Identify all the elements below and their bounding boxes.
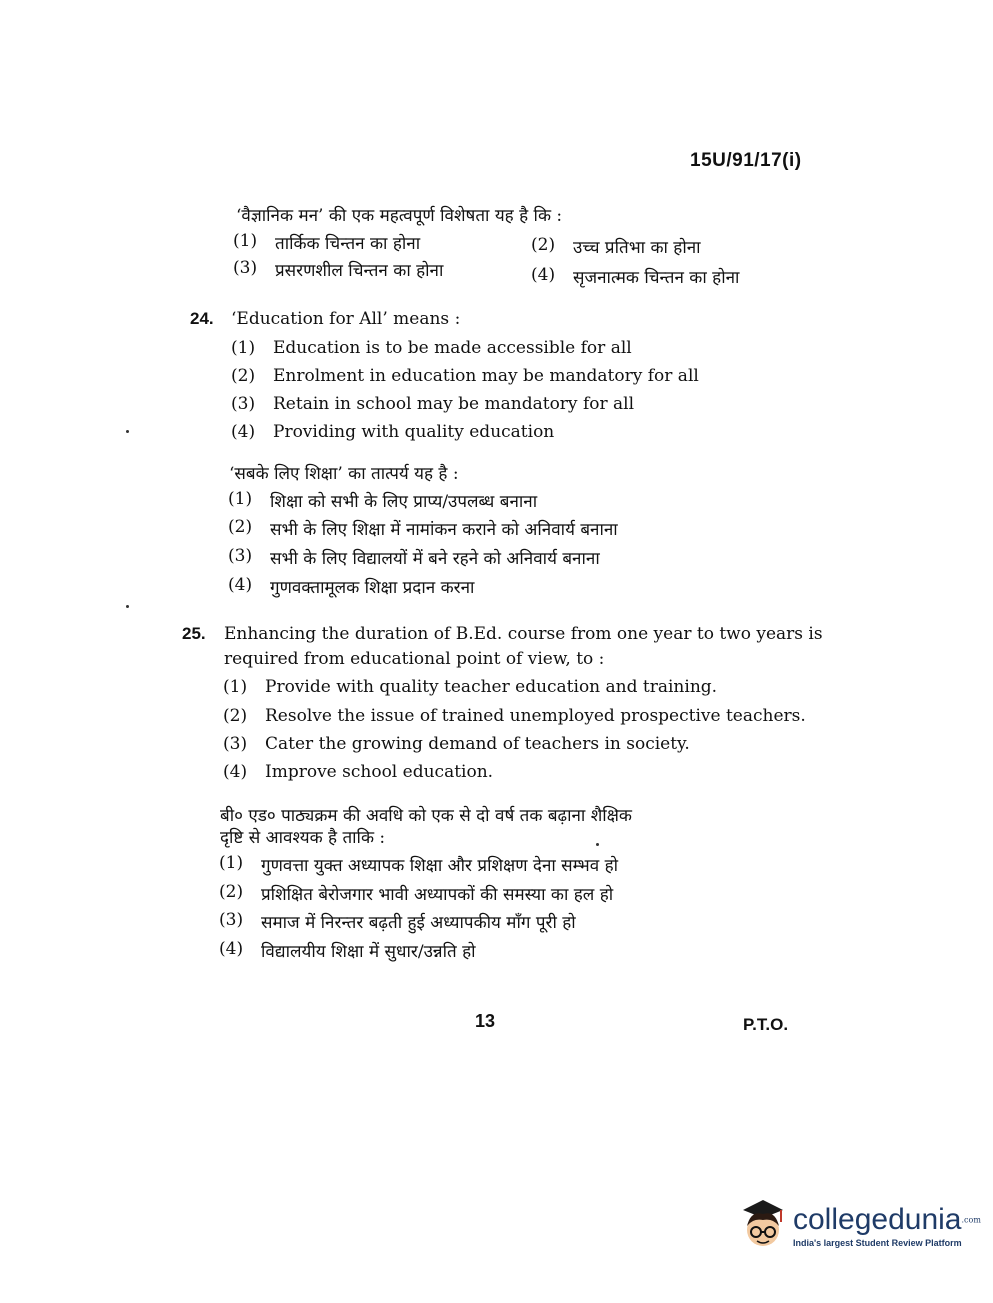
option-text: शिक्षा को सभी के लिए प्राप्य/उपलब्ध बनाना [270, 492, 538, 512]
option-text: गुणवक्तामूलक शिक्षा प्रदान करना [270, 578, 475, 598]
option-text: सभी के लिए शिक्षा में नामांकन कराने को अनिवार्य बनाना [270, 520, 618, 540]
option-number: (2) [531, 235, 556, 255]
q24-question-en: ‘Education for All’ means : [231, 309, 461, 329]
q23-option-3 [233, 258, 443, 281]
q23-option-1 [233, 231, 420, 254]
option-text: Retain in school may be mandatory for all [273, 394, 635, 414]
option-text: गुणवत्ता युक्त अध्यापक शिक्षा और प्रशिक्षण देना सम्भव हो [261, 856, 619, 876]
q24-option-en-2 [231, 366, 699, 386]
option-text: Resolve the issue of trained unemployed prospective teachers. [265, 706, 806, 726]
option-number: (1) [231, 338, 256, 358]
pto-label: P.T.O. [743, 1015, 789, 1034]
option-text: Provide with quality teacher education and training. [265, 677, 718, 697]
q25-option-hi-2 [219, 882, 613, 905]
option-number: (2) [219, 882, 244, 902]
option-text: विद्यालयीय शिक्षा में सुधार/उन्नति हो [261, 942, 476, 962]
q25-question-hi-line1: बी० एड० पाठ्यक्रम की अवधि को एक से दो वर्ष तक बढ़ाना शैक्षिक [220, 806, 632, 826]
q25-question-hi-line2: दृष्टि से आवश्यक है ताकि : [220, 828, 386, 848]
option-number: (2) [228, 517, 253, 537]
option-number: (4) [219, 939, 244, 959]
option-number: (3) [219, 910, 244, 930]
q24-option-en-1 [231, 338, 632, 358]
option-number: (4) [231, 422, 256, 442]
option-number: (3) [233, 258, 258, 278]
q23-question-hi: ‘वैज्ञानिक मन’ की एक महत्वपूर्ण विशेषता यह है कि : [236, 206, 563, 226]
option-number: (4) [228, 575, 253, 595]
scan-mark [596, 843, 599, 846]
paper-code: 15U/91/17(i) [690, 150, 802, 171]
option-number: (1) [223, 677, 248, 697]
option-text: Cater the growing demand of teachers in society. [265, 734, 690, 754]
page-number: 13 [475, 1011, 496, 1031]
option-text: Education is to be made accessible for all [273, 338, 632, 358]
brand-domain: .com [961, 1215, 981, 1225]
option-text: सृजनात्मक चिन्तन का होना [573, 268, 740, 288]
q25-option-en-4 [223, 762, 493, 782]
q23-option-2 [531, 235, 701, 258]
option-text: प्रसरणशील चिन्तन का होना [275, 261, 444, 281]
option-text: तार्किक चिन्तन का होना [275, 234, 421, 254]
option-number: (4) [531, 265, 556, 285]
q25-option-en-2 [223, 706, 806, 726]
option-text: समाज में निरन्तर बढ़ती हुई अध्यापकीय माँग पूरी हो [261, 913, 576, 933]
option-text: सभी के लिए विद्यालयों में बने रहने को अनिवार्य बनाना [270, 549, 600, 569]
scan-mark [126, 430, 129, 433]
option-number: (2) [231, 366, 256, 386]
q25-number: 25. [182, 624, 206, 643]
q23-option-4 [531, 265, 739, 288]
q25-option-en-1 [223, 677, 717, 697]
brand-name: collegedunia [793, 1202, 962, 1236]
option-text: Providing with quality education [273, 422, 555, 442]
option-number: (1) [219, 853, 244, 873]
q24-number: 24. [190, 309, 214, 328]
q25-option-hi-4 [219, 939, 476, 962]
q24-question-hi: ‘सबके लिए शिक्षा’ का तात्पर्य यह है : [229, 464, 459, 484]
scan-mark [126, 605, 129, 608]
q24-option-hi-1 [228, 489, 537, 512]
option-number: (2) [223, 706, 248, 726]
q24-option-hi-3 [228, 546, 600, 569]
option-text: प्रशिक्षित बेरोजगार भावी अध्यापकों की समस्या का हल हो [261, 885, 614, 905]
q24-option-en-4 [231, 422, 554, 442]
option-number: (3) [223, 734, 248, 754]
q24-option-hi-4 [228, 575, 474, 598]
option-number: (3) [228, 546, 253, 566]
brand-tagline: India's largest Student Review Platform [793, 1237, 962, 1248]
option-text: Improve school education. [265, 762, 494, 782]
q24-option-en-3 [231, 394, 634, 414]
q24-option-hi-2 [228, 517, 618, 540]
q25-question-en-line2: required from educational point of view, to : [224, 649, 605, 669]
collegedunia-logo [737, 1196, 981, 1256]
option-number: (4) [223, 762, 248, 782]
q25-option-hi-1 [219, 853, 618, 876]
option-number: (3) [231, 394, 256, 414]
option-text: उच्च प्रतिभा का होना [573, 238, 701, 258]
q25-option-en-3 [223, 734, 690, 754]
q25-question-en-line1: Enhancing the duration of B.Ed. course from one year to two years is [224, 624, 823, 644]
option-number: (1) [228, 489, 253, 509]
student-mascot-icon [737, 1196, 789, 1256]
option-number: (1) [233, 231, 258, 251]
option-text: Enrolment in education may be mandatory for all [273, 366, 699, 386]
q25-option-hi-3 [219, 910, 576, 933]
